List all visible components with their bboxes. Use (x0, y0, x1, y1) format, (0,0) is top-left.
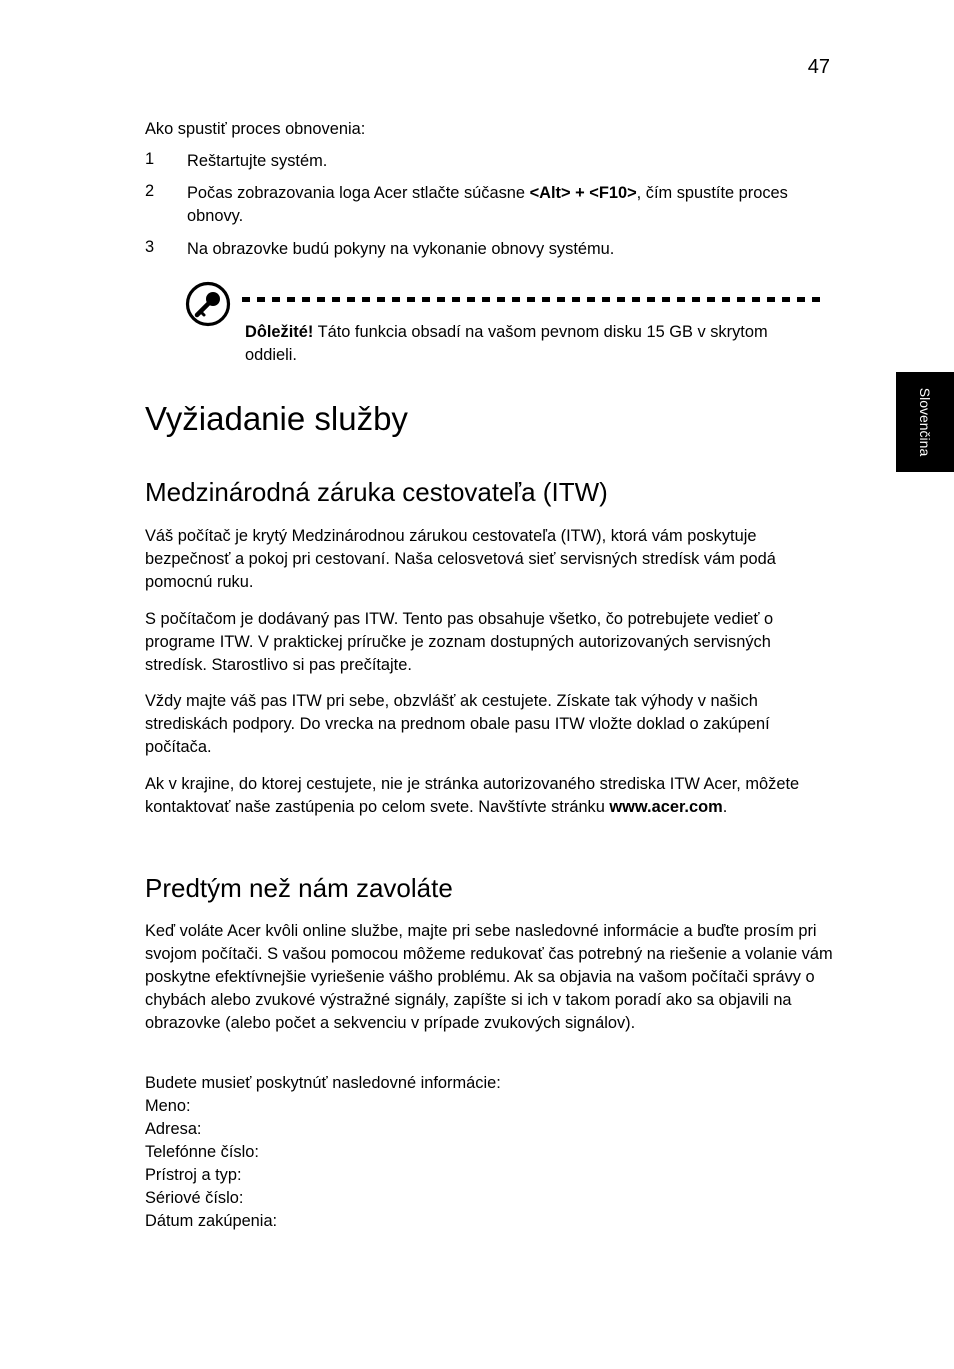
itw-paragraph-2: S počítačom je dodávaný pas ITW. Tento pas obsahuje všetko, čo potrebujete vedieť o programe ITW. V praktickej príručke je zoznam dostupných autorizovaných servisných stredísk. Starostlivo si pas prečítajte. (145, 610, 774, 674)
itw-heading: Medzinárodná záruka cestovateľa (ITW) (145, 477, 608, 507)
important-key-icon (185, 281, 231, 327)
field-phone: Telefónne číslo: (145, 1143, 259, 1161)
language-side-tab-label: Slovenčina (917, 387, 933, 457)
step-1-text: Reštartujte systém. (187, 152, 328, 170)
step-2-text-before: Počas zobrazovania loga Acer stlačte súčasne (187, 184, 530, 202)
important-note-text: Táto funkcia obsadí na vašom pevnom disku 15 GB v skrytom oddieli. (245, 323, 768, 364)
language-side-tab (896, 372, 954, 472)
step-1-number: 1 (145, 150, 155, 168)
step-3-number: 3 (145, 238, 155, 256)
field-address: Adresa: (145, 1120, 202, 1138)
itw-paragraph-3: Vždy majte váš pas ITW pri sebe, obzvlášť ak cestujete. Získate tak výhody v našich strediskách podpory. Do vrecka na prednom obale pasu ITW vložte doklad o zakúpení počítača. (145, 692, 770, 756)
acer-website-link[interactable]: www.acer.com (609, 798, 723, 816)
itw-paragraph-4-end: . (722, 798, 728, 816)
note-dotted-divider (242, 297, 826, 302)
before-call-paragraph: Keď voláte Acer kvôli online službe, majte pri sebe nasledovné informácie a buďte prosím pri svojom počítači. S vašou pomocou môžeme redukovať čas potrebný na riešenie a volanie vám poskytne efektívnejšie vyriešenie vášho problému. Ak sa objavia na vašom počítači správy o chybách alebo zvukové výstražné signály, zapíšte si ich v takom poradí ako sa objavili na obrazovke (alebo počet a sekvenciu v prípade zvukových signálov). (145, 922, 833, 1032)
important-note-label: Dôležité! (245, 323, 314, 341)
page-number: 47 (807, 56, 830, 78)
itw-paragraph-1: Váš počítač je krytý Medzinárodnou zárukou cestovateľa (ITW), ktorá vám poskytuje bezpečnosť a pokoj pri cestovaní. Naša celosvetová sieť servisných stredísk vám podá pomocnú ruku. (145, 527, 776, 591)
itw-paragraph-4 (145, 773, 835, 819)
step-3-text: Na obrazovke budú pokyny na vykonanie obnovy systému. (187, 240, 615, 258)
required-info-intro: Budete musieť poskytnúť nasledovné informácie: (145, 1074, 501, 1092)
field-purchase-date: Dátum zakúpenia: (145, 1212, 278, 1230)
step-2-text-after: , čím spustíte proces obnovy. (187, 184, 788, 225)
recovery-intro: Ako spustiť proces obnovenia: (145, 120, 366, 138)
step-2-number: 2 (145, 182, 155, 200)
field-name: Meno: (145, 1097, 191, 1115)
section-title: Vyžiadanie služby (145, 400, 408, 437)
itw-paragraph-4-text: Ak v krajine, do ktorej cestujete, nie je stránka autorizovaného strediska ITW Acer, môžete kontaktovať naše zastúpenia po celom svete. Navštívte stránku (145, 775, 800, 816)
field-serial-number: Sériové číslo: (145, 1189, 244, 1207)
step-2-keys: <Alt> + <F10> (529, 184, 637, 202)
step-2-text (187, 182, 827, 228)
important-note (245, 321, 815, 367)
field-device-type: Prístroj a typ: (145, 1166, 242, 1184)
before-call-heading: Predtým než nám zavoláte (145, 873, 453, 903)
